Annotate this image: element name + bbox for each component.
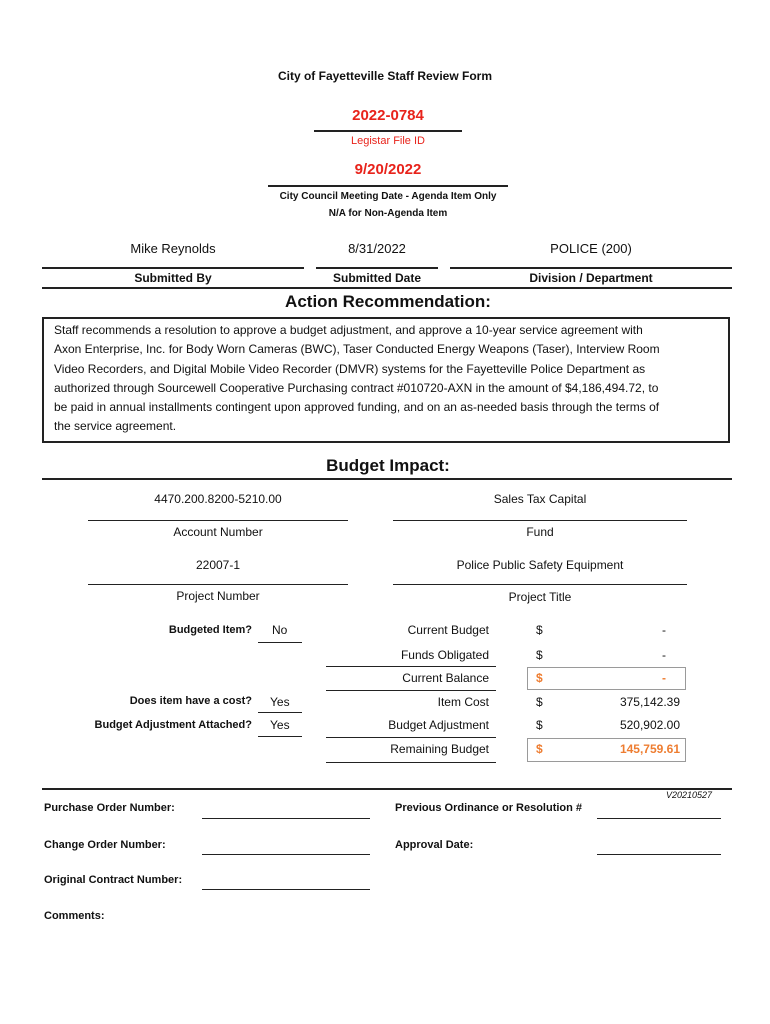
- current-balance-bottom-rule: [326, 690, 496, 691]
- meeting-date-label: City Council Meeting Date - Agenda Item Only: [279, 191, 497, 202]
- current-balance-top-rule: [326, 666, 496, 667]
- legistar-label: Legistar File ID: [351, 135, 425, 147]
- meeting-date: 9/20/2022: [354, 161, 422, 178]
- has-cost-underline: [258, 712, 302, 713]
- action-line: Video Recorders, and Digital Mobile Video Recorder (DMVR) systems for the Fayetteville Police Department as: [54, 361, 646, 376]
- original-contract-label: Original Contract Number:: [44, 874, 183, 886]
- version-label: V20210527: [665, 790, 712, 800]
- previous-ordinance-field[interactable]: [597, 818, 721, 819]
- change-order-field[interactable]: [202, 854, 370, 855]
- remaining-budget-value: 145,759.61: [619, 742, 680, 756]
- funds-obligated-value: -: [662, 648, 666, 662]
- has-cost-value: Yes: [270, 695, 290, 709]
- action-line: be paid in annual installments contingent upon approved funding, and on an as-needed basis through the terms of: [54, 400, 660, 415]
- remaining-budget-currency: $: [536, 742, 543, 756]
- po-number-field[interactable]: [202, 818, 370, 819]
- po-number-label: Purchase Order Number:: [44, 802, 175, 814]
- legistar-underline: [314, 130, 462, 132]
- fund-value: Sales Tax Capital: [493, 492, 587, 506]
- division-value: POLICE (200): [550, 241, 632, 256]
- submitted-by-underline: [42, 267, 304, 269]
- funds-obligated-currency: $: [536, 648, 543, 662]
- budget-top-rule: [42, 478, 732, 480]
- original-contract-field[interactable]: [202, 889, 370, 890]
- action-heading: Action Recommendation:: [285, 292, 491, 311]
- action-line: authorized through Sourcewell Cooperative Purchasing contract #010720-AXN in the amount of $4,186,494.72, to: [54, 380, 659, 395]
- action-line: Axon Enterprise, Inc. for Body Worn Cameras (BWC), Taser Conducted Energy Weapons (Taser), Interview Room: [54, 342, 660, 357]
- item-cost-currency: $: [536, 695, 543, 709]
- budgeted-item-value: No: [272, 623, 288, 637]
- project-number-label: Project Number: [176, 589, 260, 603]
- approval-date-label: Approval Date:: [395, 839, 474, 851]
- adjustment-attached-label: Budget Adjustment Attached?: [94, 719, 252, 731]
- project-number-underline: [88, 584, 348, 585]
- meeting-date-underline: [268, 185, 508, 187]
- budget-adjustment-value: 520,902.00: [619, 718, 680, 732]
- project-title-value: Police Public Safety Equipment: [456, 558, 624, 572]
- budgeted-item-label: Budgeted Item?: [168, 624, 252, 636]
- submitted-by-label: Submitted By: [134, 271, 212, 285]
- remaining-budget-top-rule: [326, 737, 496, 738]
- remaining-budget-bottom-rule: [326, 762, 496, 763]
- item-cost-value: 375,142.39: [619, 695, 680, 709]
- account-number-value: 4470.200.8200-5210.00: [154, 492, 282, 506]
- action-text: [54, 321, 726, 437]
- fund-label: Fund: [526, 525, 554, 539]
- current-balance-label: Current Balance: [402, 671, 489, 685]
- current-budget-currency: $: [536, 623, 543, 637]
- non-agenda-note: N/A for Non-Agenda Item: [328, 208, 448, 219]
- account-number-underline: [88, 520, 348, 521]
- account-number-label: Account Number: [173, 525, 263, 539]
- current-balance-value: -: [662, 671, 666, 685]
- submitted-date-underline: [316, 267, 438, 269]
- budget-heading: Budget Impact:: [326, 456, 450, 475]
- division-label: Division / Department: [529, 271, 653, 285]
- funds-obligated-label: Funds Obligated: [400, 648, 489, 662]
- has-cost-label: Does item have a cost?: [129, 695, 252, 707]
- action-line: the service agreement.: [54, 419, 177, 434]
- submitted-by-value: Mike Reynolds: [130, 241, 216, 256]
- adjustment-attached-underline: [258, 736, 302, 737]
- current-budget-label: Current Budget: [407, 623, 489, 637]
- legistar-file-id: 2022-0784: [352, 107, 424, 124]
- current-budget-value: -: [662, 623, 666, 637]
- budget-adjustment-currency: $: [536, 718, 543, 732]
- form-title: City of Fayetteville Staff Review Form: [277, 69, 493, 83]
- division-underline: [450, 267, 732, 269]
- budgeted-item-underline: [258, 642, 302, 643]
- remaining-budget-label: Remaining Budget: [390, 742, 489, 756]
- fund-underline: [393, 520, 687, 521]
- adjustment-attached-value: Yes: [270, 718, 290, 732]
- item-cost-label: Item Cost: [437, 695, 489, 709]
- project-title-underline: [393, 584, 687, 585]
- previous-ordinance-label: Previous Ordinance or Resolution #: [395, 802, 583, 814]
- action-line: Staff recommends a resolution to approve a budget adjustment, and approve a 10-year service agreement with: [54, 323, 643, 337]
- submitted-date-label: Submitted Date: [332, 271, 421, 285]
- project-title-label: Project Title: [508, 590, 572, 604]
- action-top-rule: [42, 287, 732, 289]
- change-order-label: Change Order Number:: [44, 839, 166, 851]
- approval-date-field[interactable]: [597, 854, 721, 855]
- project-number-value: 22007-1: [195, 558, 241, 572]
- comments-label: Comments:: [44, 910, 105, 922]
- current-balance-currency: $: [536, 671, 543, 685]
- budget-adjustment-label: Budget Adjustment: [388, 718, 489, 732]
- submitted-date-value: 8/31/2022: [348, 241, 406, 256]
